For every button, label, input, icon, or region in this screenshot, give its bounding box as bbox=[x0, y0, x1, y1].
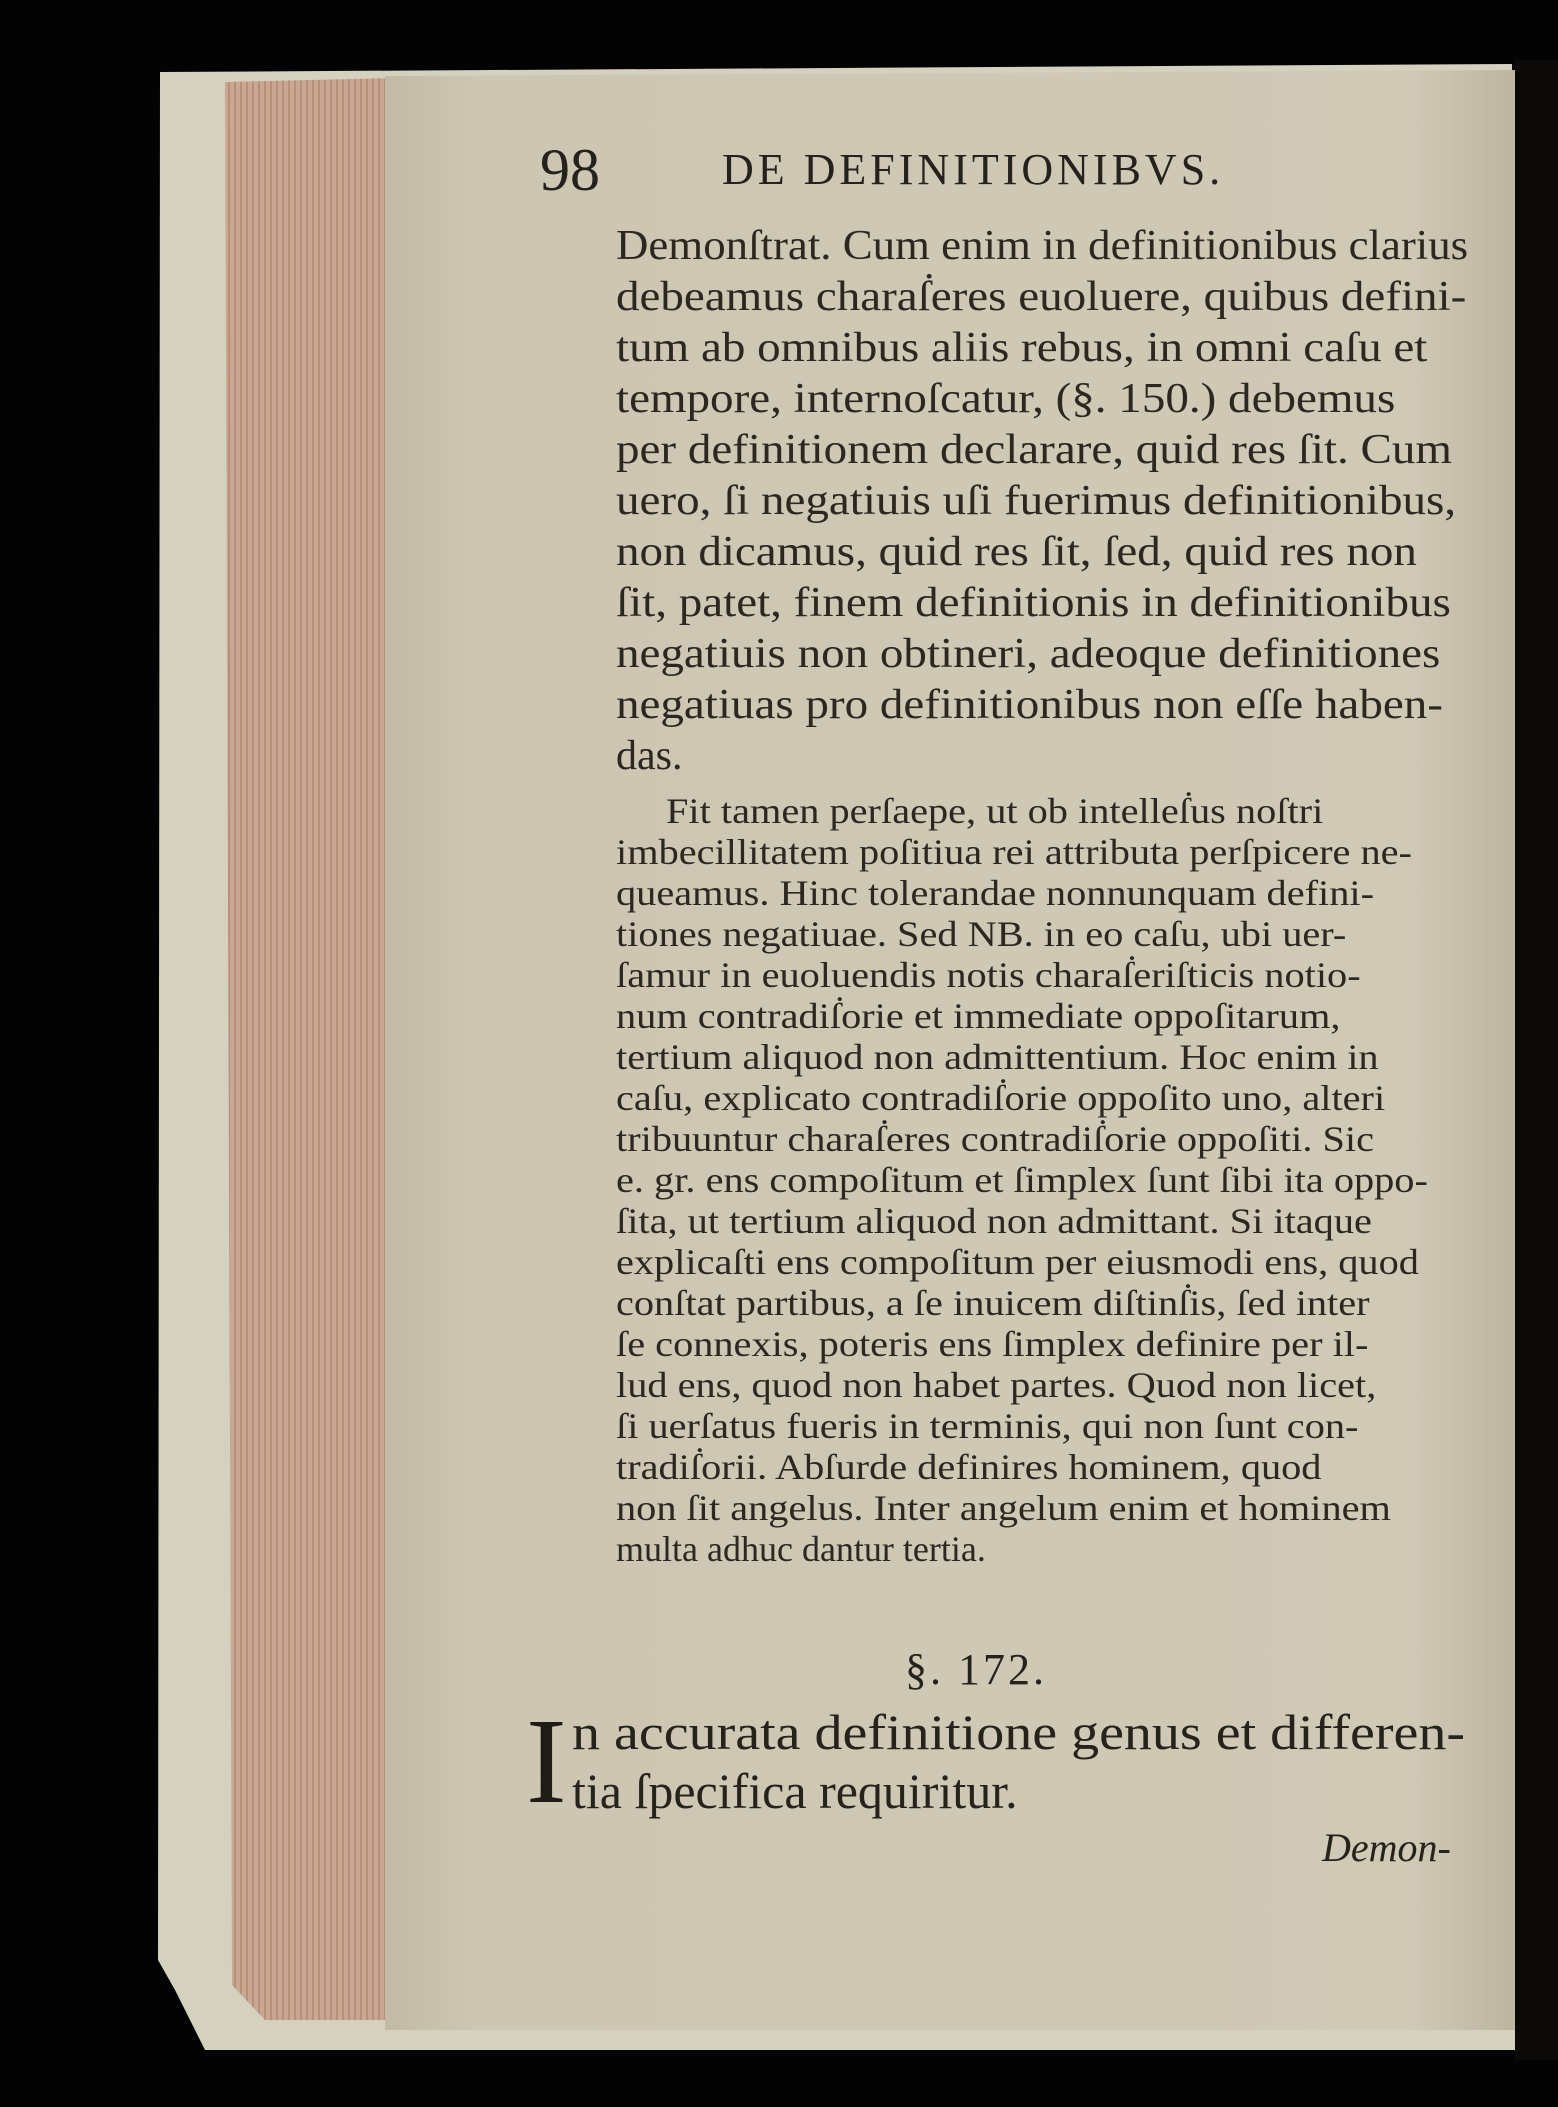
paragraph-2-line: tertium aliquod non admittentium. Hoc enim in bbox=[616, 1037, 1379, 1077]
paragraph-2-line: caſu, explicato contradiẛorie oppoſito uno, alteri bbox=[616, 1078, 1386, 1118]
paragraph-2-line: multa adhuc dantur tertia. bbox=[616, 1529, 986, 1569]
paragraph-2-line: tiones negatiuae. Sed NB. in eo caſu, ubi uer- bbox=[616, 914, 1347, 954]
paragraph-1-line: debeamus charaẛeres euoluere, quibus defini- bbox=[616, 274, 1467, 320]
paragraph-2-line: Fit tamen perſaepe, ut ob intelleẛus noſtri bbox=[666, 791, 1324, 831]
paragraph-2-line: lud ens, quod non habet partes. Quod non licet, bbox=[616, 1365, 1377, 1405]
paragraph-2-line: num contradiẛorie et immediate oppoſitarum, bbox=[616, 996, 1341, 1036]
catchword: Demon- bbox=[1322, 1825, 1451, 1870]
paragraph-2-line: ſi uerſatus fueris in terminis, qui non ſunt con- bbox=[616, 1406, 1359, 1446]
paragraph-2-line: tribuuntur charaẛeres contradiẛorie oppoſiti. Sic bbox=[616, 1119, 1375, 1159]
paragraph-1-line: Demonſtrat. Cum enim in definitionibus clarius bbox=[616, 223, 1469, 269]
paragraph-1-line: negatiuas pro definitionibus non eſſe haben- bbox=[616, 682, 1443, 728]
section-number: §. 172. bbox=[905, 1645, 1047, 1694]
proposition-line: tia ſpecifica requiritur. bbox=[572, 1763, 1018, 1819]
paragraph-2-line: e. gr. ens compoſitum et ſimplex ſunt ſibi ita oppo- bbox=[616, 1160, 1428, 1200]
paragraph-1-line: uero, ſi negatiuis uſi fuerimus definitionibus, bbox=[616, 478, 1457, 524]
proposition-line: n accurata definitione genus et differen- bbox=[572, 1704, 1466, 1760]
running-head: DE DEFINITIONIBVS. bbox=[722, 145, 1225, 194]
paragraph-2-line: explicaſti ens compoſitum per eiusmodi ens, quod bbox=[616, 1242, 1419, 1282]
page-number: 98 bbox=[540, 137, 600, 203]
paragraph-1-line: ſit, patet, finem definitionis in definitionibus bbox=[616, 580, 1451, 626]
paragraph-1-line: non dicamus, quid res ſit, ſed, quid res non bbox=[616, 529, 1417, 575]
paragraph-1-line: tempore, internoſcatur, (§. 150.) debemus bbox=[616, 376, 1396, 422]
paragraph-2-line: conſtat partibus, a ſe inuicem diſtinẛis, ſed inter bbox=[616, 1283, 1370, 1323]
paragraph-1-line: tum ab omnibus aliis rebus, in omni caſu et bbox=[616, 325, 1428, 371]
paragraph-1-line: das. bbox=[616, 733, 683, 779]
paragraph-2-line: non ſit angelus. Inter angelum enim et hominem bbox=[616, 1488, 1391, 1528]
paragraph-1-line: per definitionem declarare, quid res ſit. Cum bbox=[616, 427, 1453, 473]
paragraph-2-line: ſita, ut tertium aliquod non admittant. Si itaque bbox=[616, 1201, 1372, 1241]
drop-cap: I bbox=[526, 1694, 567, 1829]
paragraph-2-line: ſamur in euoluendis notis charaẛeriſticis notio- bbox=[616, 955, 1361, 995]
paragraph-2-line: imbecillitatem poſitiua rei attributa perſpicere ne- bbox=[616, 832, 1412, 872]
paragraph-2-line: ſe connexis, poteris ens ſimplex definire per il- bbox=[616, 1324, 1369, 1364]
paragraph-1-line: negatiuis non obtineri, adeoque definitiones bbox=[616, 631, 1441, 677]
paragraph-2-line: tradiẛorii. Abſurde definires hominem, quod bbox=[616, 1447, 1322, 1487]
paragraph-2-line: queamus. Hinc tolerandae nonnunquam defini- bbox=[616, 873, 1375, 913]
